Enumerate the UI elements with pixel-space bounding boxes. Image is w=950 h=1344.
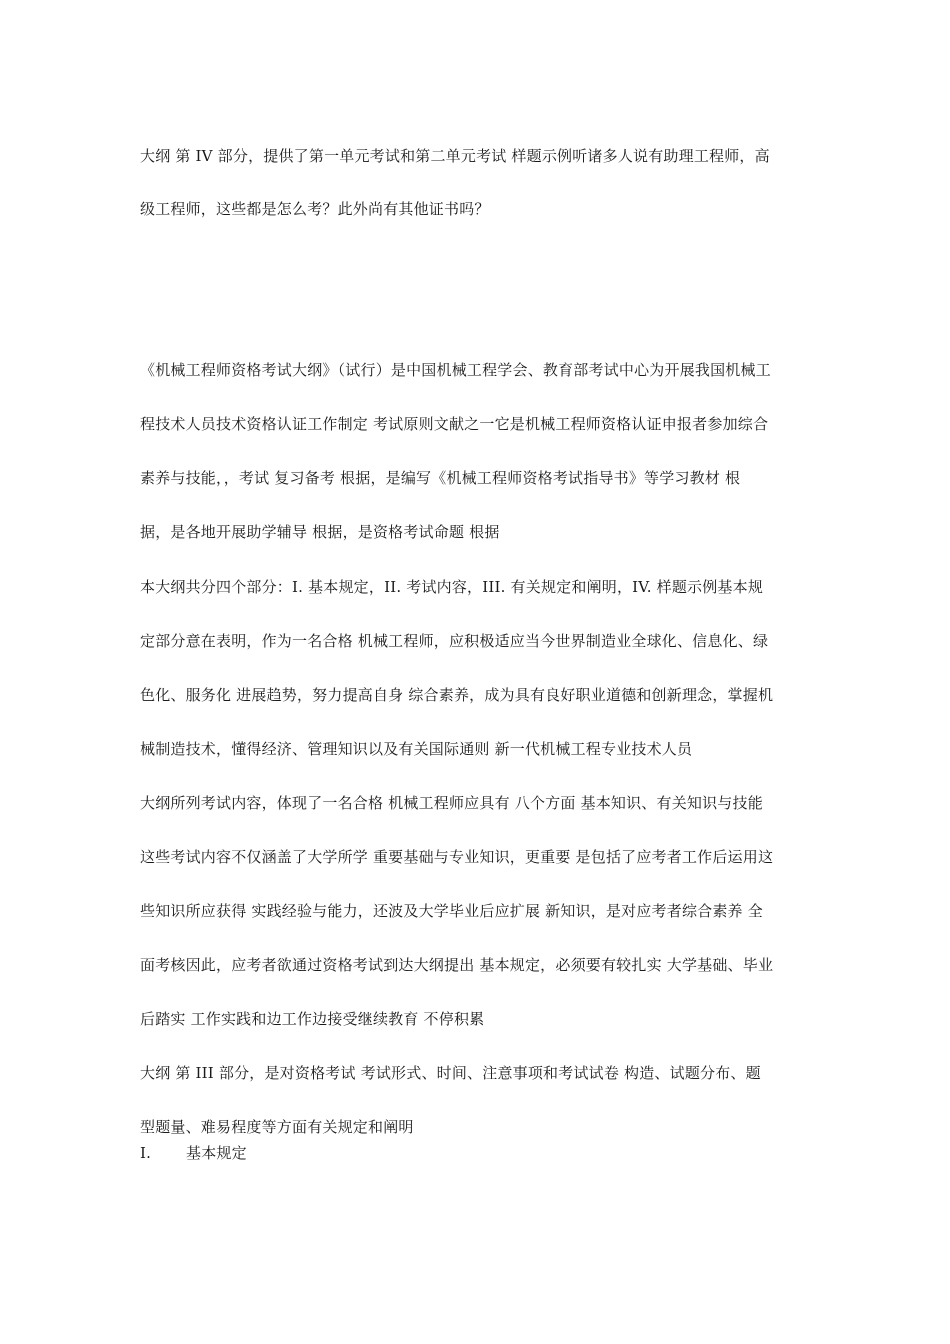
text-line: 级工程师，这些都是怎么考？此外尚有其他证书吗？ (140, 200, 490, 218)
text-line: 程技术人员技术资格认证工作制定 考试原则文献之一它是机械工程师资格认证申报者参加综合 (140, 415, 769, 433)
section-heading-title: 基本规定 (186, 1144, 247, 1162)
text-line: 后踏实 工作实践和边工作边接受继续教育 不停积累 (140, 1010, 485, 1028)
text-line: 据，是各地开展助学辅导 根据，是资格考试命题 根据 (140, 523, 500, 541)
text-line: 大纲 第 III 部分，是对资格考试 考试形式、时间、注意事项和考试试卷 构造、试题分布、题 (140, 1064, 761, 1082)
section-heading (140, 1143, 247, 1163)
text-line: 面考核因此，应考者欲通过资格考试到达大纲提出 基本规定，必须要有较扎实 大学基础、毕业 (140, 956, 774, 974)
section-heading-number: I. (140, 1144, 152, 1162)
text-line: 定部分意在表明，作为一名合格 机械工程师，应积极适应当今世界制造业全球化、信息化、绿 (140, 632, 769, 650)
text-line: 些知识所应获得 实践经验与能力，还波及大学毕业后应扩展 新知识，是对应考者综合素养 全 (140, 902, 763, 920)
text-line: 色化、服务化 进展趋势，努力提高自身 综合素养，成为具有良好职业道德和创新理念，掌握机 (140, 686, 774, 704)
text-line: 大纲 第 IV 部分，提供了第一单元考试和第二单元考试 样题示例听诸多人说有助理工程师，高 (140, 147, 770, 165)
text-line: 这些考试内容不仅涵盖了大学所学 重要基础与专业知识，更重要 是包括了应考者工作后运用这 (140, 848, 774, 866)
text-line: 型题量、难易程度等方面有关规定和阐明 (140, 1118, 414, 1136)
text-line: 械制造技术，懂得经济、管理知识以及有关国际通则 新一代机械工程专业技术人员 (140, 740, 693, 758)
text-line: 素养与技能，，考试 复习备考 根据，是编写《机械工程师资格考试指导书》等学习教材 根 (140, 469, 741, 487)
text-line: 本大纲共分四个部分：I. 基本规定，II. 考试内容，III. 有关规定和阐明，IV. 样题示例基本规 (140, 578, 764, 596)
text-line: 大纲所列考试内容，体现了一名合格 机械工程师应具有 八个方面 基本知识、有关知识与技能 (140, 794, 763, 812)
text-line: 《机械工程师资格考试大纲》（试行）是中国机械工程学会、教育部考试中心为开展我国机械工 (140, 361, 771, 379)
